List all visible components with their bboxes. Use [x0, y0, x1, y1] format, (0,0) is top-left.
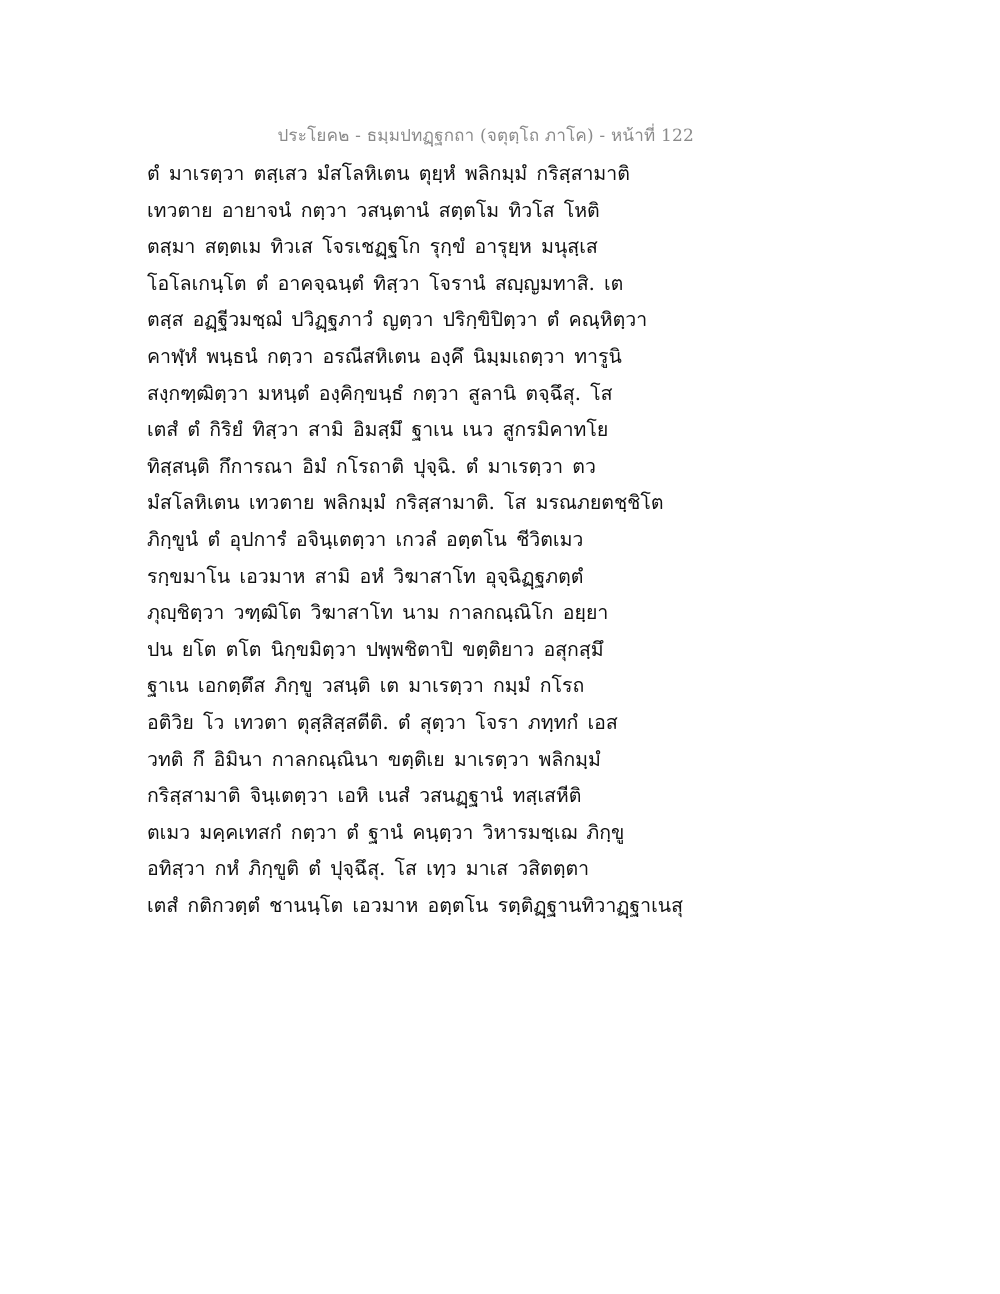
text-line: สงฺกฑฺฒิตฺวา มหนฺตํ องฺคิกฺขนฺธํ กตฺวา สูลานิ ตจฺฉึสุ. โส — [147, 381, 613, 405]
text-line: เทวตาย อายาจนํ กตฺวา วสนฺตานํ สตฺตโม ทิวโส โหติ — [147, 198, 600, 222]
text-line: รกฺขมาโน เอวมาห สามิ อหํ วิฆาสาโท อุจฺฉิฏฺฐภตฺตํ — [147, 564, 584, 588]
text-line: ตสฺมา สตฺตเม ทิวเส โจรเชฏฺฐโก รุกฺขํ อารุยฺห มนุสฺเส — [147, 235, 598, 259]
text-line: โอโลเกนฺโต ตํ อาคจฺฉนฺตํ ทิสฺวา โจรานํ สญฺญมทาสิ. เต — [147, 271, 624, 295]
text-line: ภิกฺขูนํ ตํ อุปการํ อจินฺเตตฺวา เกวลํ อตฺตโน ชีวิตเมว — [147, 527, 584, 551]
text-line: ตสฺส อฏฺฐีวมชฺฌํ ปวิฏฺฐภาวํ ญตฺวา ปริกฺขิปิตฺวา ตํ คณฺหิตฺวา — [147, 308, 648, 332]
text-line: อทิสฺวา กหํ ภิกฺขูติ ตํ ปุจฺฉึสุ. โส เทฺว มาเส วสิตตฺตา — [147, 857, 590, 881]
text-line: ปน ยโต ตโต นิกฺขมิตฺวา ปพฺพชิตาปิ ขตฺติยาว อสุกสฺมึ — [147, 637, 604, 661]
text-line: ทิสฺสนฺติ กึการณา อิมํ กโรถาติ ปุจฺฉิ. ตํ มาเรตฺวา ตว — [147, 454, 596, 478]
text-line: คาฬฺหํ พนฺธนํ กตฺวา อรณีสหิเตน องฺคึ นิมฺมเถตฺวา ทารูนิ — [147, 344, 622, 368]
text-line: เตสํ กติกวตฺตํ ชานนฺโต เอวมาห อตฺตโน รตฺติฏฺฐานทิวาฏฺฐาเนสุ — [147, 893, 683, 917]
text-line: วทติ กึ อิมินา กาลกณฺณินา ขตฺติเย มาเรตฺวา พลิกมฺมํ — [147, 747, 601, 771]
text-line: ฐาเน เอกตฺตึส ภิกฺขู วสนฺติ เต มาเรตฺวา กมฺมํ กโรถ — [147, 674, 585, 698]
text-line: มํสโลหิเตน เทวตาย พลิกมฺมํ กริสฺสามาติ. โส มรณภยตชฺชิโต — [147, 491, 664, 515]
text-line: กริสฺสามาติ จินฺเตตฺวา เอหิ เนสํ วสนฏฺฐานํ ทสฺเสหีติ — [147, 784, 582, 808]
body-text — [147, 156, 707, 924]
text-line: ภุญฺชิตฺวา วฑฺฒิโต วิฆาสาโท นาม กาลกณฺณิโก อยฺยา — [147, 601, 609, 625]
running-header: ประโยค๒ - ธมฺมปทฏฺฐกถา (จตุตฺโถ ภาโค) - หน้าที่ 122 — [277, 126, 694, 146]
text-line: ตํ มาเรตฺวา ตสฺเสว มํสโลหิเตน ตุยฺหํ พลิกมฺมํ กริสฺสามาติ — [147, 162, 630, 185]
text-line: ตเมว มคฺคเทสกํ กตฺวา ตํ ฐานํ คนฺตฺวา วิหารมชฺเฌ ภิกฺขู — [147, 820, 625, 844]
text-line: อติวิย โว เทวตา ตุสฺสิสฺสตีติ. ตํ สุตฺวา โจรา ภทฺทกํ เอส — [147, 710, 618, 734]
text-line: เตสํ ตํ กิริยํ ทิสฺวา สามิ อิมสฺมึ ฐาเน เนว สูกรมิคาทโย — [147, 418, 609, 442]
